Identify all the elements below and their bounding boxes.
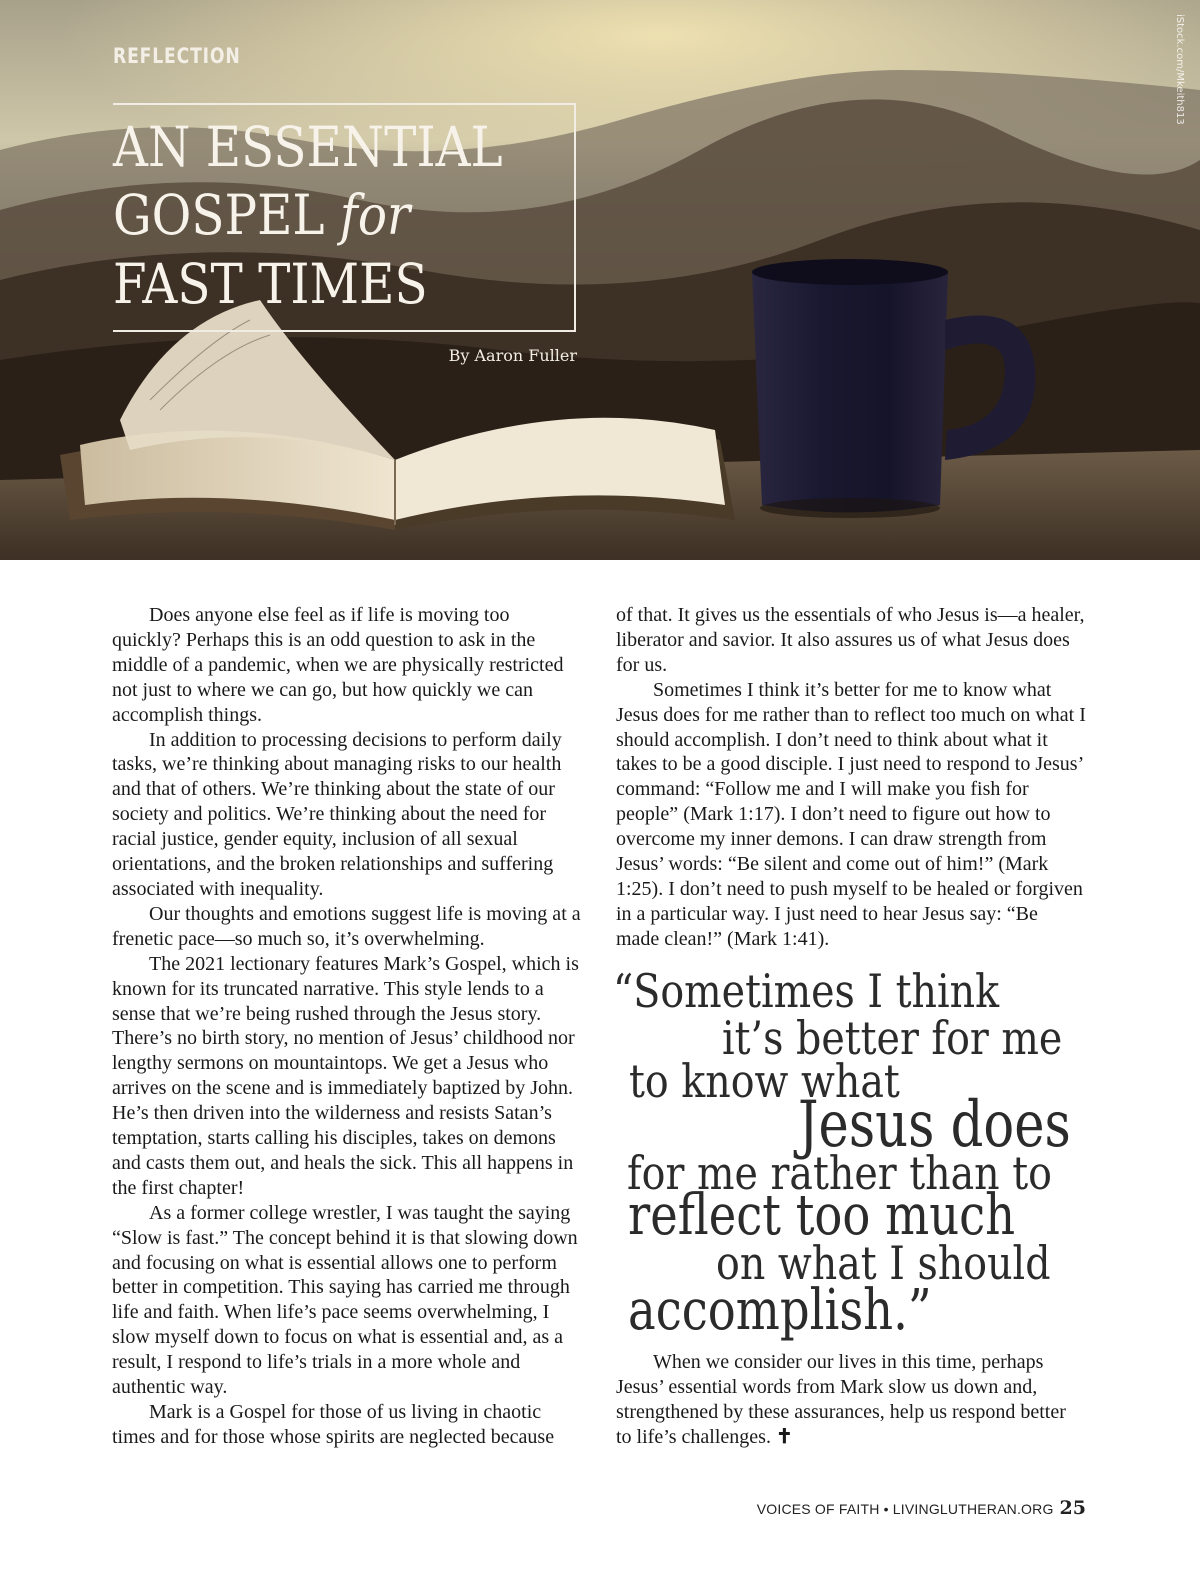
title-line-2 (113, 183, 411, 247)
pull-quote-line-6: reflect too much (628, 1183, 1016, 1248)
footer-publication: VOICES OF FAITH • LIVINGLUTHERAN.ORG (756, 1501, 1054, 1517)
page-number: 25 (1059, 1497, 1086, 1519)
article-column-2 (616, 603, 1086, 952)
pull-quote-line-4: Jesus does (798, 1088, 1071, 1162)
pull-quote-line-1: “Sometimes I think (613, 964, 1000, 1018)
paragraph: In addition to processing decisions to perform daily tasks, we’re thinking about managing risks to our health and that of others. We’re thinking about the state of our society and politics. We’re thinking about the need for racial justice, gender equity, inclusion of all sexual orientations, and the broken relationships and suffering associated with inequality. (112, 728, 562, 900)
pull-quote-line-7: on what I should (716, 1236, 1051, 1290)
cross-icon: ✝ (775, 1425, 793, 1448)
paragraph: The 2021 lectionary features Mark’s Gospel, which is known for its truncated narrative. This style lends to a sense that we’re being rushed through the Jesus story. There’s no birth story, no mention of Jesus’ childhood nor lengthy sermons on mountaintops. We get a Jesus who arrives on the scene and is immediately baptized by John. He’s then driven into the wilderness and resists Satan’s temptation, starts calling his disciples, takes on demons and casts them out, and heals the sick. This all happens in the first chapter! (112, 952, 579, 1199)
paragraph: of that. It gives us the essentials of who Jesus is—a healer, liberator and savior. It also assures us of what Jesus does for us. (616, 604, 1085, 676)
pull-quote-line-8: accomplish.” (628, 1278, 932, 1343)
section-kicker: REFLECTION (113, 44, 241, 68)
paragraph: Sometimes I think it’s better for me to know what Jesus does for me rather than to reflect too much on what I should accomplish. I don’t need to think about what it takes to be a good disciple. I just need to respond to Jesus’ command: “Follow me and I will make you fish for people” (Mark 1:17). I don’t need to figure out how to overcome my inner demons. I can draw strength from Jesus’ words: “Be silent and come out of him!” (Mark 1:25). I don’t need to push myself to be healed or forgiven in a particular way. I just need to hear Jesus say: “Be made clean!” (Mark 1:41). (616, 678, 1086, 950)
closing-text: When we consider our lives in this time, perhaps Jesus’ essential words from Mark slow us down and, strengthened by these assurances, help us respond better to life’s challenges. (616, 1351, 1066, 1448)
pull-quote-line-3: to know what (629, 1054, 900, 1108)
pull-quote-line-2: it’s better for me (722, 1011, 1063, 1065)
byline: By Aaron Fuller (448, 346, 577, 365)
paragraph: Our thoughts and emotions suggest life is moving at a frenetic pace—so much so, it’s overwhelming. (112, 902, 581, 950)
photo-credit: iStock.com/Mkeith813 (1174, 14, 1185, 125)
paragraph: As a former college wrestler, I was taught the saying “Slow is fast.” The concept behind it is that slowing down and focusing on what is essential allows one to perform better in competition. This saying has carried me through life and faith. When life’s pace seems overwhelming, I slow myself down to focus on what is essential and, as a result, I respond to life’s trials in a more whole and authentic way. (112, 1201, 578, 1399)
title-line-1: AN ESSENTIAL (113, 115, 503, 179)
title-line-2-text: GOSPEL (113, 183, 340, 247)
title-line-3: FAST TIMES (113, 252, 428, 316)
paragraph: Mark is a Gospel for those of us living in chaotic times and for those whose spirits are neglected because (112, 1401, 555, 1448)
pull-quote-line-5: for me rather than to (627, 1146, 1052, 1200)
paragraph: Does anyone else feel as if life is moving too quickly? Perhaps this is an odd question to ask in the middle of a pandemic, when we are physically restricted not just to where we can go, but how quickly we can accomplish things. (112, 604, 564, 726)
paragraph (616, 1350, 1086, 1450)
article-column-1 (112, 603, 582, 1450)
page-footer (757, 1497, 1086, 1519)
article-column-2-end (616, 1350, 1086, 1450)
title-line-2-italic: for (339, 183, 411, 247)
